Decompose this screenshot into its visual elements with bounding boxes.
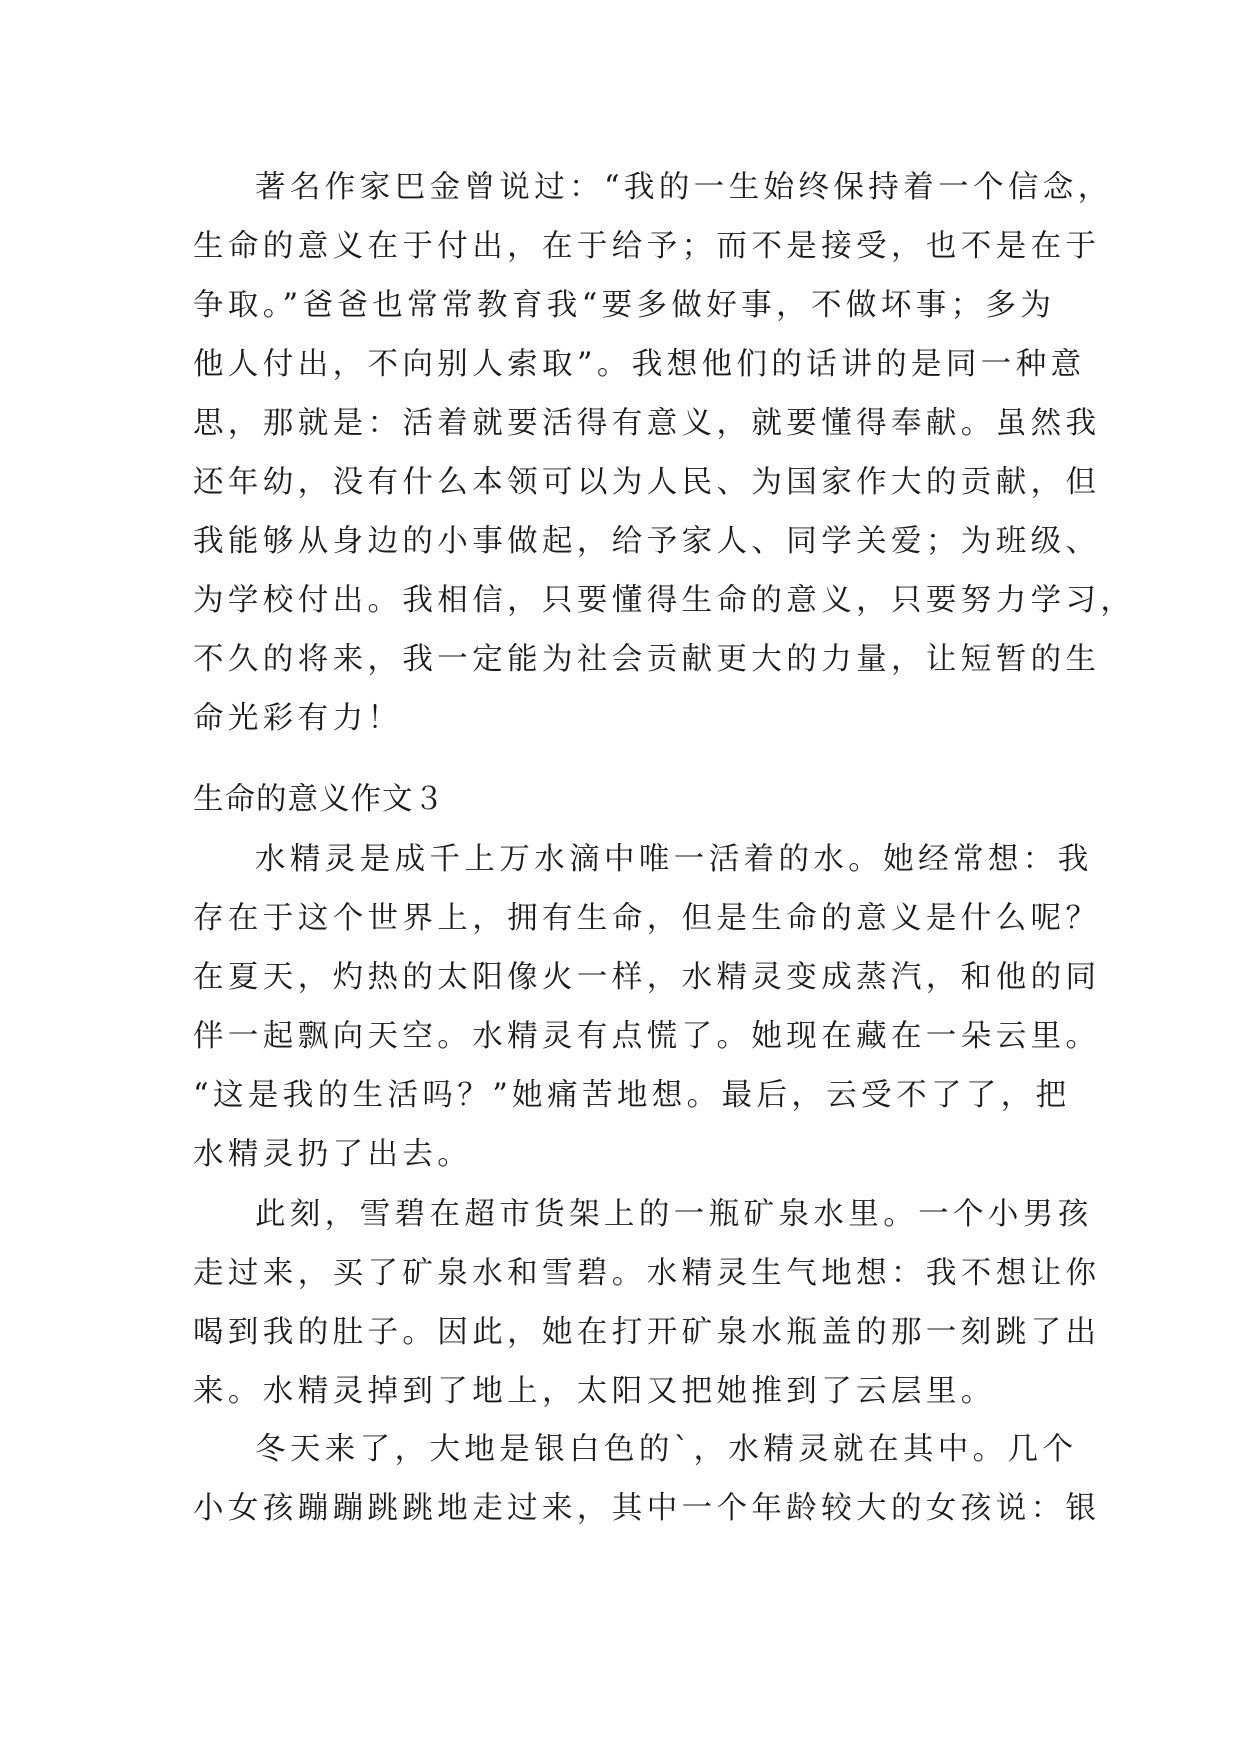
- paragraph-line: “这是我的生活吗？”她痛苦地想。最后，云受不了了，把: [193, 1078, 1071, 1113]
- section-heading: 生命的意义作文３: [193, 782, 445, 817]
- paragraph-line: 我能够从身边的小事做起，给予家人、同学关爱；为班级、: [193, 524, 1101, 559]
- paragraph-line: 伴一起飘向天空。水精灵有点慌了。她现在藏在一朵云里。: [193, 1019, 1101, 1054]
- paragraph-line: 小女孩蹦蹦跳跳地走过来，其中一个年龄较大的女孩说：银: [193, 1491, 1101, 1526]
- paragraph-line: 生命的意义在于付出，在于给予；而不是接受，也不是在于: [193, 229, 1101, 264]
- paragraph-1: [193, 158, 1136, 748]
- paragraph-line: 著名作家巴金曾说过：“我的一生始终保持着一个信念，: [255, 170, 1113, 205]
- paragraph-line: 水精灵扔了出去。: [193, 1137, 473, 1172]
- paragraph-4: [193, 1420, 1101, 1538]
- paragraph-line: 为学校付出。我相信，只要懂得生命的意义，只要努力学习，: [193, 583, 1136, 618]
- paragraph-3: [193, 1185, 1101, 1421]
- paragraph-line: 还年幼，没有什么本领可以为人民、为国家作大的贡献，但: [193, 465, 1101, 500]
- paragraph-line: 命光彩有力！: [193, 701, 403, 736]
- paragraph-line: 走过来，买了矿泉水和雪碧。水精灵生气地想：我不想让你: [193, 1256, 1101, 1291]
- paragraph-line: 冬天来了，大地是银白色的`，水精灵就在其中。几个: [255, 1432, 1078, 1467]
- paragraph-line: 他人付出，不向别人索取”。我想他们的话讲的是同一种意: [193, 347, 1086, 382]
- paragraph-line: 争取。”爸爸也常常教育我“要多做好事，不做坏事；多为: [193, 288, 1056, 323]
- paragraph-line: 思，那就是：活着就要活得有意义，就要懂得奉献。虽然我: [193, 406, 1101, 441]
- paragraph-line: 喝到我的肚子。因此，她在打开矿泉水瓶盖的那一刻跳了出: [193, 1315, 1101, 1350]
- paragraph-line: 来。水精灵掉到了地上，太阳又把她推到了云层里。: [193, 1374, 996, 1409]
- paragraph-line: 水精灵是成千上万水滴中唯一活着的水。她经常想：我: [255, 842, 1093, 877]
- paragraph-line: 不久的将来，我一定能为社会贡献更大的力量，让短暂的生: [193, 642, 1101, 677]
- paragraph-line: 存在于这个世界上，拥有生命，但是生命的意义是什么呢？: [193, 901, 1101, 936]
- paragraph-line: 在夏天，灼热的太阳像火一样，水精灵变成蒸汽，和他的同: [193, 960, 1101, 995]
- paragraph-2: [193, 830, 1101, 1184]
- paragraph-line: 此刻，雪碧在超市货架上的一瓶矿泉水里。一个小男孩: [255, 1197, 1093, 1232]
